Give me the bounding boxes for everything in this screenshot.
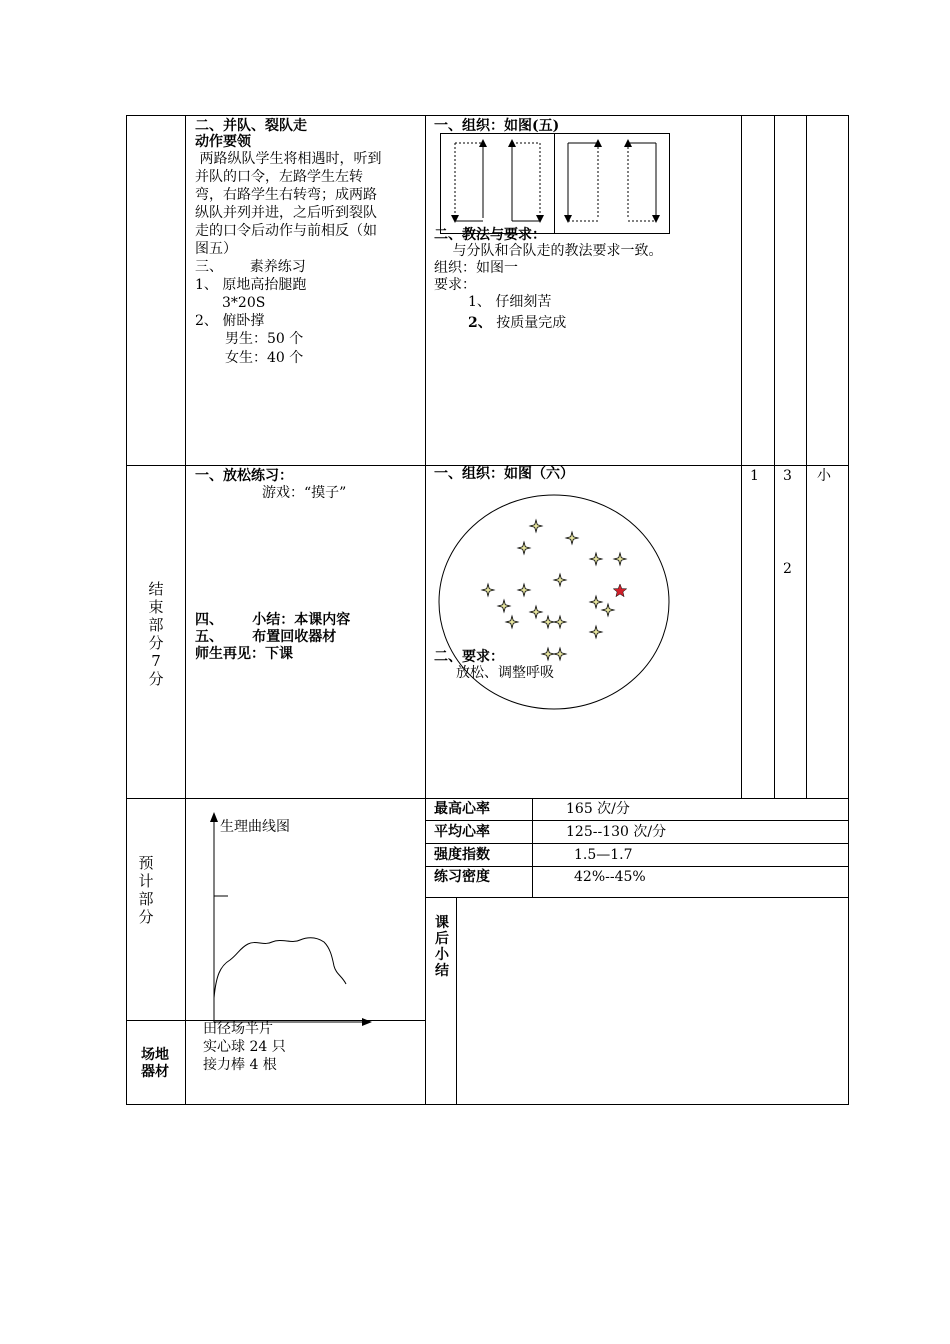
label-char: 部: [138, 890, 154, 908]
student-marker: [542, 616, 554, 628]
student-marker: [554, 648, 566, 660]
student-marker: [530, 520, 542, 532]
student-marker: [590, 626, 602, 638]
requirement-text: 放松、调整呼吸: [456, 665, 554, 681]
label-char: 7: [151, 652, 161, 670]
col-value: 3: [783, 468, 792, 484]
exercise-detail: 男生：50 个: [225, 331, 304, 347]
exercise-item: 1、 原地高抬腿跑: [195, 277, 307, 293]
method-title: 二、教法与要求：: [434, 227, 546, 243]
tagger-marker: [613, 584, 626, 597]
stat-label: 最高心率: [434, 801, 490, 817]
venue-label: 场地: [141, 1047, 169, 1063]
description-line: 图五）: [195, 241, 237, 257]
label-char: 束: [148, 598, 164, 616]
venue-item: 实心球 24 只: [203, 1039, 286, 1055]
exercise-detail: 女生：40 个: [225, 350, 304, 366]
label-char: 结: [435, 963, 449, 979]
label-char: 分: [138, 908, 154, 926]
student-marker: [590, 553, 602, 565]
student-marker: [530, 606, 542, 618]
summary-line: 四、 小结：本课内容: [195, 612, 351, 628]
label-char: 后: [435, 931, 449, 947]
curve-title: 生理曲线图: [220, 819, 290, 835]
diagram-five: [440, 133, 672, 237]
student-marker: [554, 616, 566, 628]
venue-item: 田径场半片: [203, 1021, 273, 1037]
after-class-label: [432, 915, 452, 979]
student-marker: [518, 542, 530, 554]
organization-title: 一、组织：如图(五): [434, 118, 560, 134]
student-marker: [602, 604, 614, 616]
method-text: 与分队和合队走的教法要求一致。: [448, 243, 663, 259]
col-value: 2: [783, 561, 792, 577]
label-char: 预: [138, 854, 154, 872]
ending-label: [146, 580, 166, 688]
label-char: 课: [435, 915, 449, 931]
student-marker: [590, 596, 602, 608]
label-char: 分: [148, 634, 164, 652]
org-line: 组织：如图一: [434, 260, 518, 276]
label-char: 分: [148, 670, 164, 688]
venue-label: 器材: [141, 1064, 169, 1080]
description-line: 弯，右路学生右转弯；成两路: [195, 187, 377, 203]
description-line: 走的口令后动作与前相反（如: [195, 223, 377, 239]
student-marker: [614, 553, 626, 565]
march-path-left: [455, 143, 540, 221]
student-marker: [542, 648, 554, 660]
label-char: 部: [148, 616, 164, 634]
physiology-curve: [200, 808, 380, 1030]
equipment-line: 五、 布置回收器材: [195, 629, 337, 645]
requirement-text: 按质量完成: [491, 315, 567, 331]
game-text: 游戏：“摸子”: [262, 485, 347, 501]
label-char: 计: [138, 872, 154, 890]
student-marker: [518, 584, 530, 596]
label-char: 结: [148, 580, 164, 598]
organization-title: 一、组织：如图（六）: [434, 466, 574, 482]
stat-value: 1.5—1.7: [574, 847, 633, 863]
requirement-line: 要求：: [434, 277, 476, 293]
goodbye-line: 师生再见：下课: [195, 646, 293, 662]
stat-value: 42%--45%: [574, 869, 646, 885]
exercise-item: 2、 俯卧撑: [195, 313, 265, 329]
requirement-item: 1、 仔细刻苦: [468, 294, 552, 310]
section-subheading: 动作要领: [195, 134, 251, 150]
stat-label: 练习密度: [434, 869, 490, 885]
student-marker: [554, 574, 566, 586]
description-line: 纵队并列并进，之后听到裂队: [195, 205, 377, 221]
description-line: 并队的口令，左路学生左转: [195, 169, 363, 185]
label-char: 小: [435, 947, 449, 963]
col-value: 小: [817, 468, 831, 484]
requirement-number: 2、: [468, 315, 492, 331]
exercise-detail: 3*20S: [222, 295, 266, 311]
requirement-title: 二、要求：: [434, 649, 504, 665]
stat-label: 平均心率: [434, 824, 490, 840]
relax-title: 一、放松练习：: [195, 468, 293, 484]
col-value: 1: [750, 468, 759, 484]
student-marker: [482, 584, 494, 596]
student-marker: [566, 532, 578, 544]
venue-item: 接力棒 4 根: [203, 1057, 277, 1073]
march-path-right: [568, 143, 656, 221]
stat-value: 125--130 次/分: [566, 824, 667, 840]
requirement-item: [468, 312, 566, 332]
description-line: 两路纵队学生将相遇时，听到: [195, 151, 382, 167]
stat-value: 165 次/分: [566, 801, 630, 817]
fitness-title: 三、 素养练习: [195, 259, 306, 275]
student-marker: [498, 600, 510, 612]
section-heading: 二、并队、裂队走: [195, 118, 307, 134]
prediction-label: [136, 854, 156, 926]
stat-label: 强度指数: [434, 847, 490, 863]
student-marker: [506, 616, 518, 628]
